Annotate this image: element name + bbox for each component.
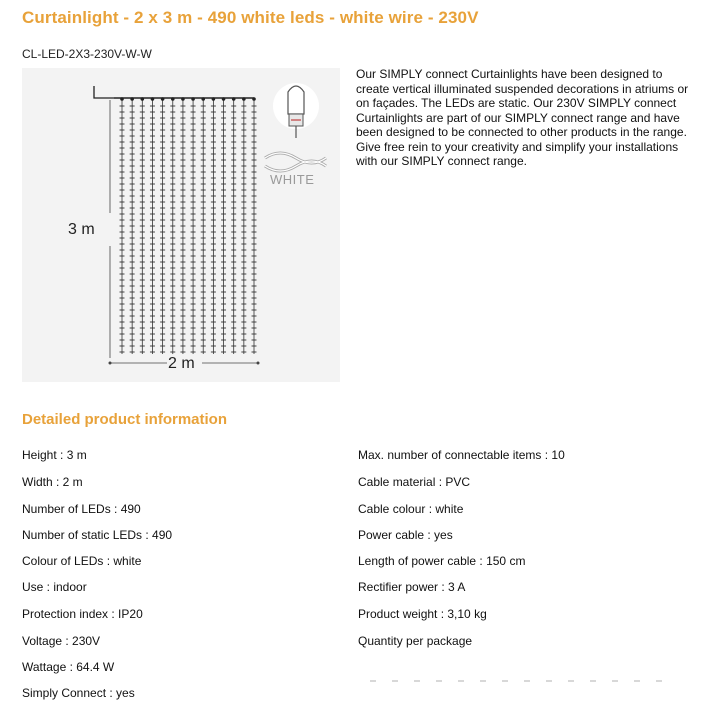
spec-row: Power cable : yes	[358, 528, 453, 542]
product-sku: CL-LED-2X3-230V-W-W	[22, 47, 152, 61]
spec-row: Max. number of connectable items : 10	[358, 448, 565, 462]
spec-row: Quantity per package	[358, 634, 473, 648]
strand-connector	[171, 97, 175, 101]
spec-row: Cable material : PVC	[358, 475, 471, 489]
strand-connector	[161, 97, 165, 101]
strand-connector	[242, 97, 246, 101]
strand-connector	[201, 97, 205, 101]
spec-row: Number of static LEDs : 490	[22, 528, 173, 542]
spec-row: Colour of LEDs : white	[22, 554, 142, 568]
spec-row: Length of power cable : 150 cm	[358, 554, 526, 568]
faint-divider	[370, 680, 670, 682]
strand-connector	[222, 97, 226, 101]
curtain-diagram	[22, 68, 340, 382]
section-title: Detailed product information	[22, 411, 228, 428]
strand-connector	[151, 97, 155, 101]
spec-row: Height : 3 m	[22, 448, 87, 462]
strand-connector	[191, 97, 195, 101]
product-description: Our SIMPLY connect Curtainlights have been designed to create vertical illuminated suspended decorations in atriums or on façades. The LEDs are static. Our 230V SIMPLY connect Curtainlights are part of our SIMPLY connect range and have been designed to be connected to other products in the range. Give free rein to your creativity and simplify your installations with our SIMPLY connect range.	[356, 67, 689, 168]
spec-row: Product weight : 3,10 kg	[358, 607, 487, 621]
wire-colour-label: WHITE	[270, 172, 315, 187]
spec-row: Voltage : 230V	[22, 634, 101, 648]
product-illustration	[22, 68, 340, 382]
spec-row: Wattage : 64.4 W	[22, 660, 115, 674]
product-title: Curtainlight - 2 x 3 m - 490 white leds - white wire - 230V	[22, 8, 479, 27]
strand-connector	[181, 97, 185, 101]
spec-row: Simply Connect : yes	[22, 686, 135, 700]
strand-connector	[120, 97, 124, 101]
spec-row: Number of LEDs : 490	[22, 502, 141, 516]
strand-connector	[141, 97, 145, 101]
led-bulb-icon	[273, 83, 319, 138]
strand-connector	[232, 97, 236, 101]
spec-row: Use : indoor	[22, 580, 87, 594]
width-dimension-label: 2 m	[168, 355, 195, 372]
spec-row: Cable colour : white	[358, 502, 464, 516]
strand-connector	[252, 97, 256, 101]
white-wire-icon	[265, 153, 326, 171]
strand-connector	[130, 97, 134, 101]
height-dimension-label: 3 m	[68, 221, 95, 238]
spec-row: Protection index : IP20	[22, 607, 143, 621]
strand-connector	[212, 97, 216, 101]
spec-row: Rectifier power : 3 A	[358, 580, 466, 594]
spec-row: Width : 2 m	[22, 475, 83, 489]
